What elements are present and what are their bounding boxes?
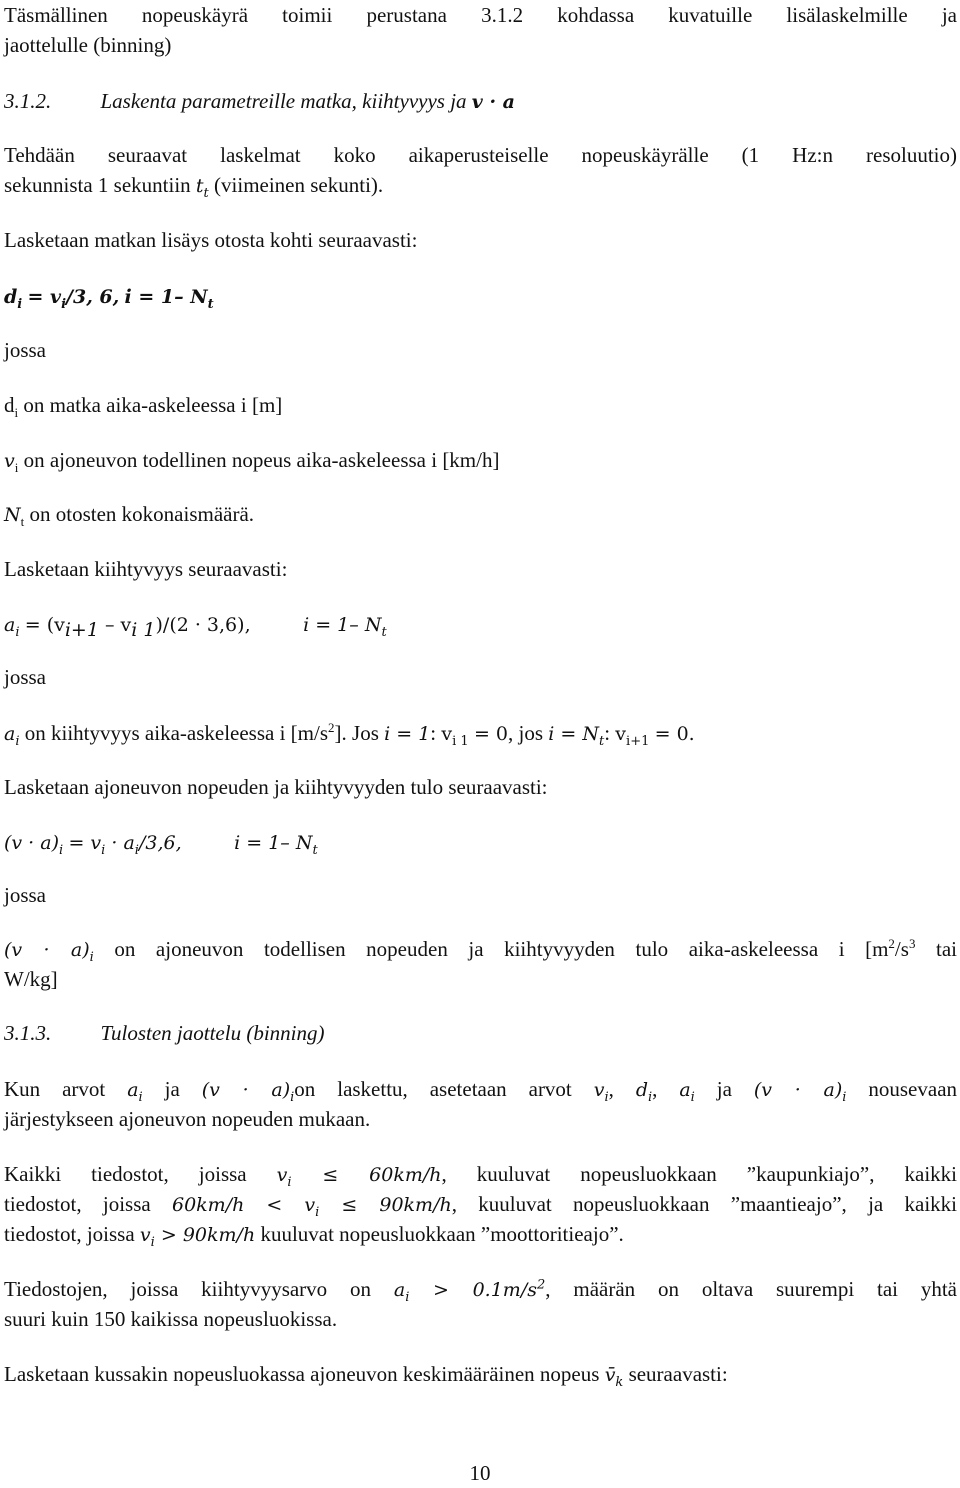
p5: Lasketaan ajoneuvon nopeuden ja kiihtyvyyden tulo seuraavasti: xyxy=(4,775,548,799)
p2-line-1: Tehdään seuraavat laskelmat koko aikaperusteiselle nopeuskäyrälle (1 Hz:n resoluutio) xyxy=(4,143,957,167)
jossa-2: jossa xyxy=(4,665,46,689)
definition-d: $d_i$ on matka aika-askeleessa i [m] xyxy=(4,393,283,421)
equation-product: $(v \cdot a)_i = v_i \cdot a_i/3,6$, i = 1– $N_t$ xyxy=(4,832,318,858)
p4: Lasketaan kiihtyvyys seuraavasti: xyxy=(4,557,288,581)
intro-line-1: Täsmällinen nopeuskäyrä toimii perustana 3.1.2 kohdassa kuvatuille lisälaskelmille ja xyxy=(4,3,957,27)
intro-line-2: jaottelulle (binning) xyxy=(4,33,172,57)
jossa-3: jossa xyxy=(4,883,46,907)
math-t: $t_t$ xyxy=(195,175,209,201)
p2-line-2 xyxy=(4,170,383,201)
section-number: 3.1.3. xyxy=(4,1021,52,1045)
page-number: 10 xyxy=(469,1461,491,1485)
section-heading-312 xyxy=(4,86,515,117)
definition-n: $N_t$ on otosten kokonaismäärä. xyxy=(4,502,255,530)
section-number: 3.1.2. xyxy=(4,89,52,113)
definition-v: $v_i$ on ajoneuvon todellinen nopeus aika-askeleessa i [km/h] xyxy=(4,448,500,476)
definition-va-line-2: W/kg] xyxy=(4,967,58,991)
equation-acceleration: $a_i = (v_{i+1} - v_{i 1})/(2 \cdot 3,6)$, i = 1– $N_t$ xyxy=(4,614,387,641)
p6-line-2: järjestykseen ajoneuvon nopeuden mukaan. xyxy=(4,1107,371,1131)
p7-line-3: tiedostot, joissa $v_i > 90km/h$ kuuluvat nopeusluokkaan ”moottoritieajo”. xyxy=(4,1222,624,1250)
p8-line-1: Tiedostojen, joissa kiihtyvyysarvo on $a_i > 0.1m/s^2$, määrän on oltava suurempi tai yhtä xyxy=(4,1277,958,1305)
p3: Lasketaan matkan lisäys otosta kohti seuraavasti: xyxy=(4,228,418,252)
p9: Lasketaan kussakin nopeusluokassa ajoneuvon keskimääräinen nopeus $v̄_k$ seuraavasti: xyxy=(4,1362,728,1390)
section-heading-313 xyxy=(4,1018,325,1048)
definition-a: $a_i$ on kiihtyvyys aika-askeleessa i $[m/s^2]$. Jos i = 1: $v_{i 1} = 0$, jos $i = N_t$: $v_{i+1} = 0$. xyxy=(4,720,695,749)
p2-text-b: (viimeinen sekunti). xyxy=(214,173,384,197)
equation-distance: $d_i = v_i/3$, 6, i = 1– $N_t$ xyxy=(4,286,214,312)
p8-line-2: suuri kuin 150 kaikissa nopeusluokissa. xyxy=(4,1307,338,1331)
p7-line-1: Kaikki tiedostot, joissa $v_i \le 60km/h$, kuuluvat nopeusluokkaan ”kaupunkiajo”, kaikki xyxy=(4,1162,958,1190)
section-title: Tulosten jaottelu (binning) xyxy=(100,1021,325,1045)
section-title-math: v · a xyxy=(471,91,515,113)
jossa-1: jossa xyxy=(4,338,46,362)
definition-va-line-1: $(v \cdot a)_i$ on ajoneuvon todellisen nopeuden ja kiihtyvyyden tulo aika-askeleessa i [$m^2/s^3$ tai xyxy=(4,936,957,965)
p7-line-2: tiedostot, joissa $60km/h < v_i \le 90km/h$, kuuluvat nopeusluokkaan ”maantieajo”, ja kaikki xyxy=(4,1192,957,1220)
p2-text-a: sekunnista 1 sekuntiin xyxy=(4,173,191,197)
section-title: Laskenta parametreille matka, kiihtyvyys ja xyxy=(100,89,467,113)
p6-line-1: Kun arvot $a_i$ ja $(v \cdot a)_ion$ laskettu, asetetaan arvot $v_i$, $d_i$, $a_i$ ja $(v \cdot a)_i$ nousevaan xyxy=(4,1077,958,1105)
